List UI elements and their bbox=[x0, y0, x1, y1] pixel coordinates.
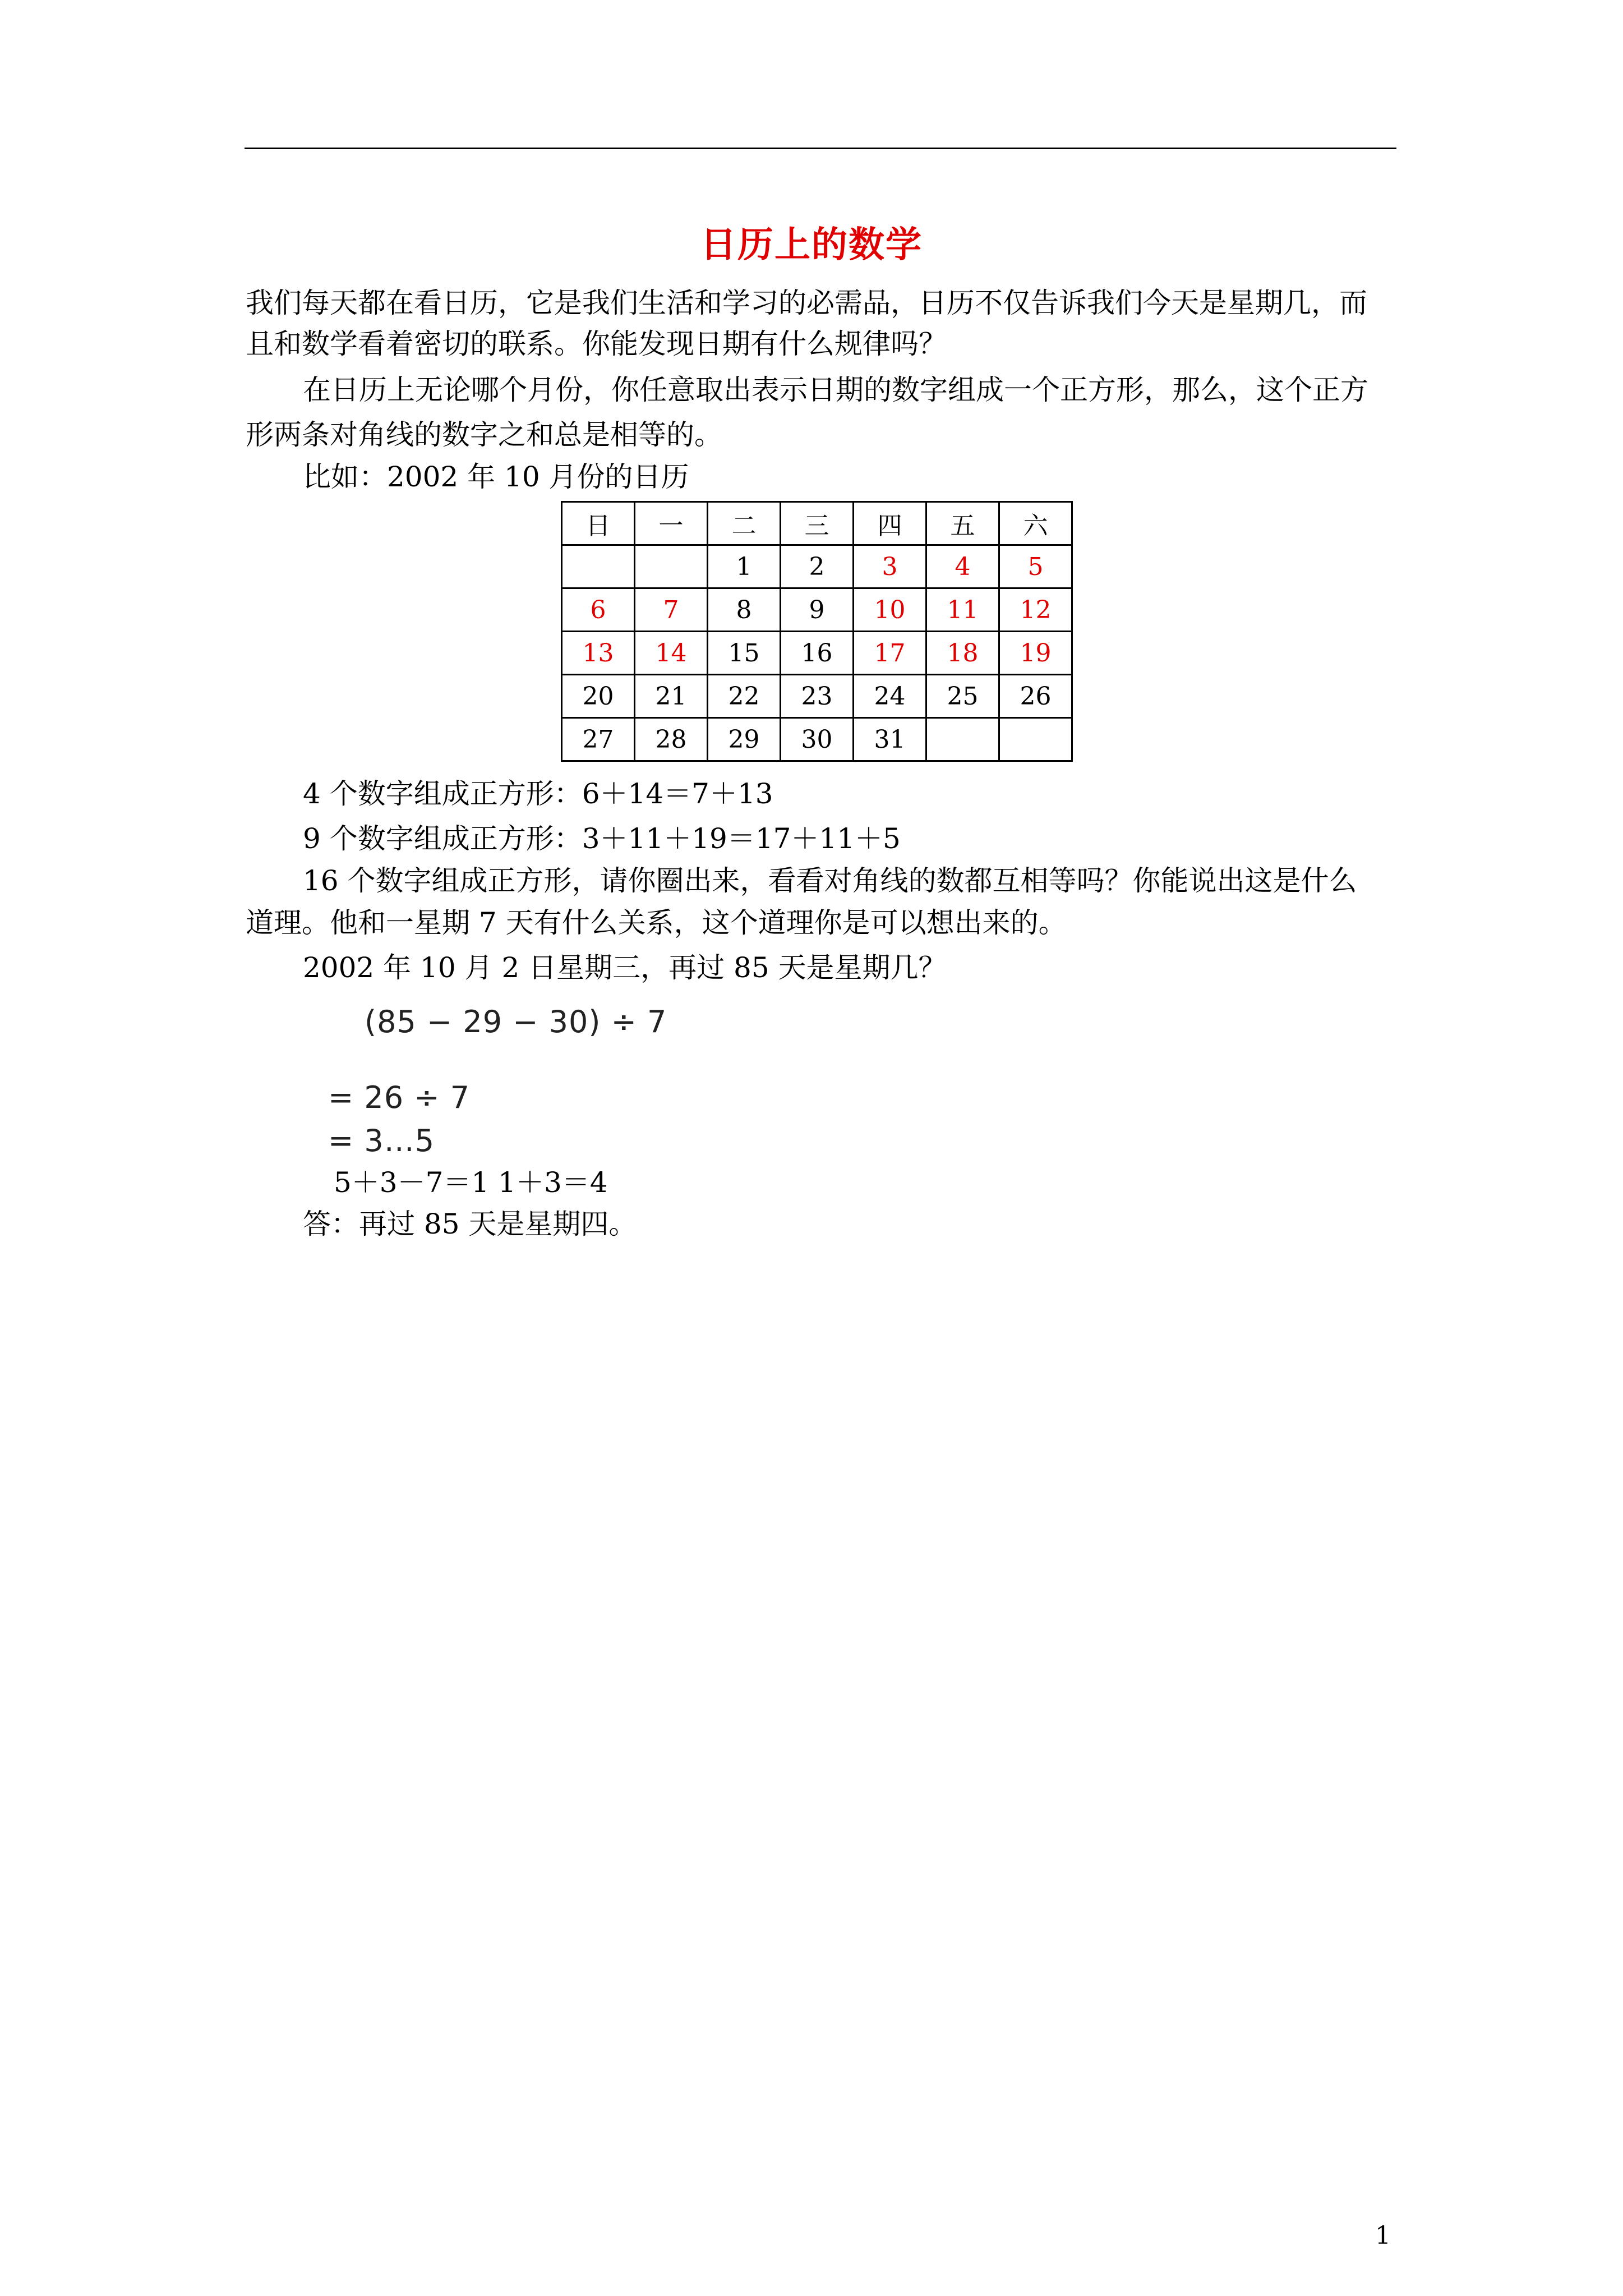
paragraph-3-line-1: 16 个数字组成正方形，请你圈出来，看看对角线的数都互相等吗？你能说出这是什么 bbox=[303, 864, 1357, 897]
calendar-weekday-header: 日 bbox=[562, 502, 635, 545]
calendar-day-cell bbox=[562, 545, 635, 588]
calendar-day-cell: 1 bbox=[708, 545, 781, 588]
calendar-weekday-header: 五 bbox=[926, 502, 999, 545]
calendar-day-cell: 14 bbox=[635, 632, 708, 675]
calendar-week-row bbox=[562, 545, 1072, 588]
calendar-header-row bbox=[562, 502, 1072, 545]
calendar-day-cell: 19 bbox=[999, 632, 1072, 675]
calculation-step-1: (85 − 29 − 30) ÷ 7 bbox=[365, 1004, 667, 1039]
calendar-day-cell: 29 bbox=[708, 718, 781, 761]
calendar-day-cell: 20 bbox=[562, 675, 635, 718]
calendar-day-cell: 13 bbox=[562, 632, 635, 675]
calendar-week-row bbox=[562, 675, 1072, 718]
calendar-day-cell: 3 bbox=[854, 545, 926, 588]
calendar-day-cell: 31 bbox=[854, 718, 926, 761]
calendar-day-cell: 28 bbox=[635, 718, 708, 761]
paragraph-1-line-2: 且和数学看着密切的联系。你能发现日期有什么规律吗？ bbox=[246, 328, 947, 360]
calendar-day-cell: 9 bbox=[781, 588, 854, 632]
paragraph-3-line-2: 道理。他和一星期 7 天有什么关系，这个道理你是可以想出来的。 bbox=[246, 907, 1067, 939]
calendar-day-cell: 7 bbox=[635, 588, 708, 632]
calendar-day-cell: 11 bbox=[926, 588, 999, 632]
calendar-day-cell: 10 bbox=[854, 588, 926, 632]
calendar-day-cell: 6 bbox=[562, 588, 635, 632]
calculation-step-3: = 3…5 bbox=[328, 1123, 435, 1158]
calculation-step-4: 5＋3－7＝1 1＋3＝4 bbox=[334, 1166, 608, 1199]
calendar-day-cell: 8 bbox=[708, 588, 781, 632]
calendar-day-cell bbox=[635, 545, 708, 588]
calendar-day-cell: 22 bbox=[708, 675, 781, 718]
calendar-day-cell: 21 bbox=[635, 675, 708, 718]
calendar-day-cell: 24 bbox=[854, 675, 926, 718]
calendar-weekday-header: 四 bbox=[854, 502, 926, 545]
question: 2002 年 10 月 2 日星期三，再过 85 天是星期几？ bbox=[303, 951, 947, 984]
calendar-day-cell bbox=[999, 718, 1072, 761]
paragraph-2-line-2: 形两条对角线的数字之和总是相等的。 bbox=[246, 418, 722, 451]
page-title: 日历上的数学 bbox=[700, 224, 923, 266]
calendar-table bbox=[561, 501, 1073, 762]
calendar-day-cell: 16 bbox=[781, 632, 854, 675]
paragraph-1-line-1: 我们每天都在看日历，它是我们生活和学习的必需品，日历不仅告诉我们今天是星期几，而 bbox=[246, 287, 1367, 319]
calendar-weekday-header: 三 bbox=[781, 502, 854, 545]
calendar-week-row bbox=[562, 632, 1072, 675]
calendar-weekday-header: 一 bbox=[635, 502, 708, 545]
calendar-day-cell: 4 bbox=[926, 545, 999, 588]
calendar-day-cell: 12 bbox=[999, 588, 1072, 632]
paragraph-2-line-1: 在日历上无论哪个月份，你任意取出表示日期的数字组成一个正方形，那么，这个正方 bbox=[303, 374, 1368, 406]
calendar-day-cell: 2 bbox=[781, 545, 854, 588]
calendar-day-cell: 18 bbox=[926, 632, 999, 675]
calendar-weekday-header: 二 bbox=[708, 502, 781, 545]
calendar-day-cell: 27 bbox=[562, 718, 635, 761]
calendar-week-row bbox=[562, 588, 1072, 632]
nine-number-square: 9 个数字组成正方形：3＋11＋19＝17＋11＋5 bbox=[303, 822, 901, 855]
calendar-day-cell: 25 bbox=[926, 675, 999, 718]
calculation-step-2: = 26 ÷ 7 bbox=[328, 1080, 471, 1115]
answer: 答：再过 85 天是星期四。 bbox=[303, 1208, 637, 1240]
calendar-week-row bbox=[562, 718, 1072, 761]
calendar-weekday-header: 六 bbox=[999, 502, 1072, 545]
calendar-day-cell: 23 bbox=[781, 675, 854, 718]
example-label: 比如：2002 年 10 月份的日历 bbox=[303, 461, 689, 493]
calendar-day-cell: 15 bbox=[708, 632, 781, 675]
calendar-day-cell: 5 bbox=[999, 545, 1072, 588]
header-rule bbox=[245, 148, 1396, 149]
calendar-day-cell: 17 bbox=[854, 632, 926, 675]
calendar-day-cell: 26 bbox=[999, 675, 1072, 718]
calendar-day-cell bbox=[926, 718, 999, 761]
calendar-day-cell: 30 bbox=[781, 718, 854, 761]
four-number-square: 4 个数字组成正方形：6＋14＝7＋13 bbox=[303, 777, 773, 810]
page-number: 1 bbox=[1375, 2221, 1391, 2250]
